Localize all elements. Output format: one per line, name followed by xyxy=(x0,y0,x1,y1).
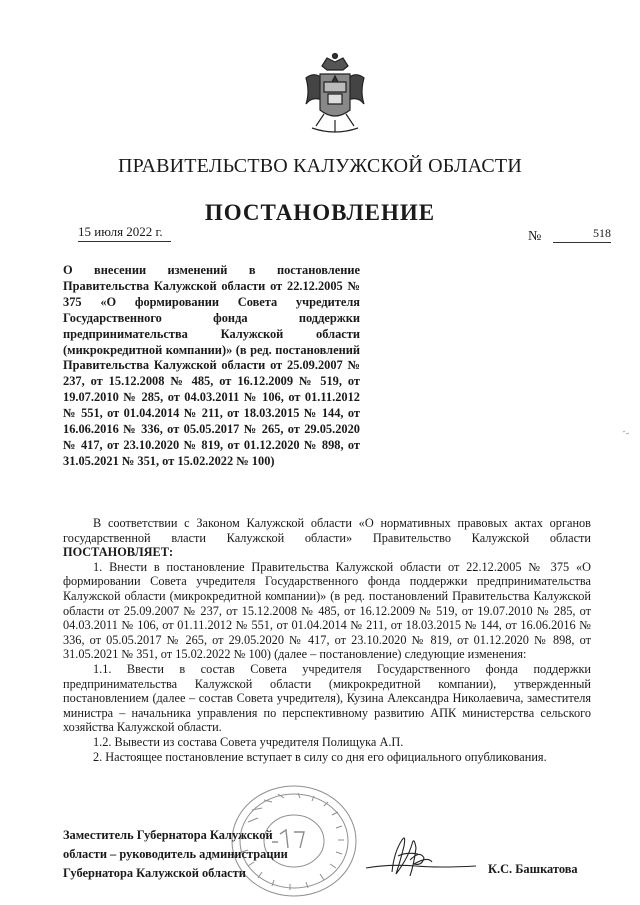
paragraph-2: 2. Настоящее постановление вступает в силу со дня его официального опубликования. xyxy=(93,749,547,764)
signatory-name: К.С. Башкатова xyxy=(488,862,578,876)
paragraph-1-1: 1.1. Ввести в состав Совета учредителя Государственного фонда поддержки предпринимательства Калужской области (микрокредитной компании), утвержденный постановлением (далее – состав Совета учредителя), Кузина Александра Николаевича, заместителя министра – начальника управления по перспективному развитию АПК министерства сельского хозяйства Калужской области. xyxy=(63,661,591,735)
coat-of-arms-emblem xyxy=(302,52,368,134)
paragraph-1-2: 1.2. Вывести из состава Совета учредителя Полищука А.П. xyxy=(93,734,404,749)
document-date: 15 июля 2022 г. xyxy=(78,224,171,242)
preamble-paragraph xyxy=(63,516,591,560)
government-title: ПРАВИТЕЛЬСТВО КАЛУЖСКОЙ ОБЛАСТИ xyxy=(118,155,522,177)
preamble-colon: : xyxy=(168,545,174,560)
signatory-position-line-1: Заместитель Губернатора Калужской xyxy=(63,828,273,842)
preamble-text: В соответствии с Законом Калужской области «О нормативных правовых актах органов государственной власти Калужской области» Правительство Калужской области xyxy=(63,516,591,545)
official-seal-stamp xyxy=(228,782,360,900)
document-subject: О внесении изменений в постановление Правительства Калужской области от 22.12.2005 № 375 «О формировании Совета учредителя Государственного фонда поддержки предпринимательства Калужской области (микрокредитной компании)» (в ред. постановлений Правительства Калужской области от 25.09.2007 № 237, от 15.12.2008 № 485, от 16.12.2009 № 519, от 19.07.2010 № 285, от 04.03.2011 № 106, от 01.11.2012 № 551, от 01.04.2014 № 211, от 18.03.2015 № 144, от 16.06.2016 № 336, от 05.05.2017 № 265, от 29.05.2020 № 417, от 23.10.2020 № 819, от 01.12.2020 № 898, от 31.05.2021 № 351, от 15.02.2022 № 100) xyxy=(63,263,360,468)
scan-speck-mark xyxy=(622,430,630,436)
document-number-label: № xyxy=(528,229,542,244)
handwritten-signature xyxy=(358,828,478,884)
preamble-keyword: ПОСТАНОВЛЯЕТ xyxy=(63,545,169,560)
document-body xyxy=(63,516,591,764)
paragraph-1: 1. Внести в постановление Правительства Калужской области от 22.12.2005 № 375 «О формировании Совета учредителя Государственного фонда поддержки предпринимательства Калужской области (микрокредитной компании)» (в ред. постановлений Правительства Калужской области от 25.09.2007 № 237, от 15.12.2008 № 485, от 16.12.2009 № 519, от 19.07.2010 № 285, от 04.03.2011 № 106, от 01.11.2012 № 551, от 01.04.2014 № 211, от 18.03.2015 № 144, от 16.06.2016 № 336, от 05.05.2017 № 265, от 29.05.2020 № 417, от 23.10.2020 № 819, от 01.12.2020 № 898, от 31.05.2021 № 351, от 15.02.2022 № 100) (далее – постановление) следующие изменения: xyxy=(63,559,591,662)
document-number-value: 518 xyxy=(553,226,611,243)
signatory-position-line-2: области – руководитель администрации xyxy=(63,847,288,861)
document-type-title: ПОСТАНОВЛЕНИЕ xyxy=(204,200,436,225)
signatory-position-line-3: Губернатора Калужской области xyxy=(63,866,246,880)
